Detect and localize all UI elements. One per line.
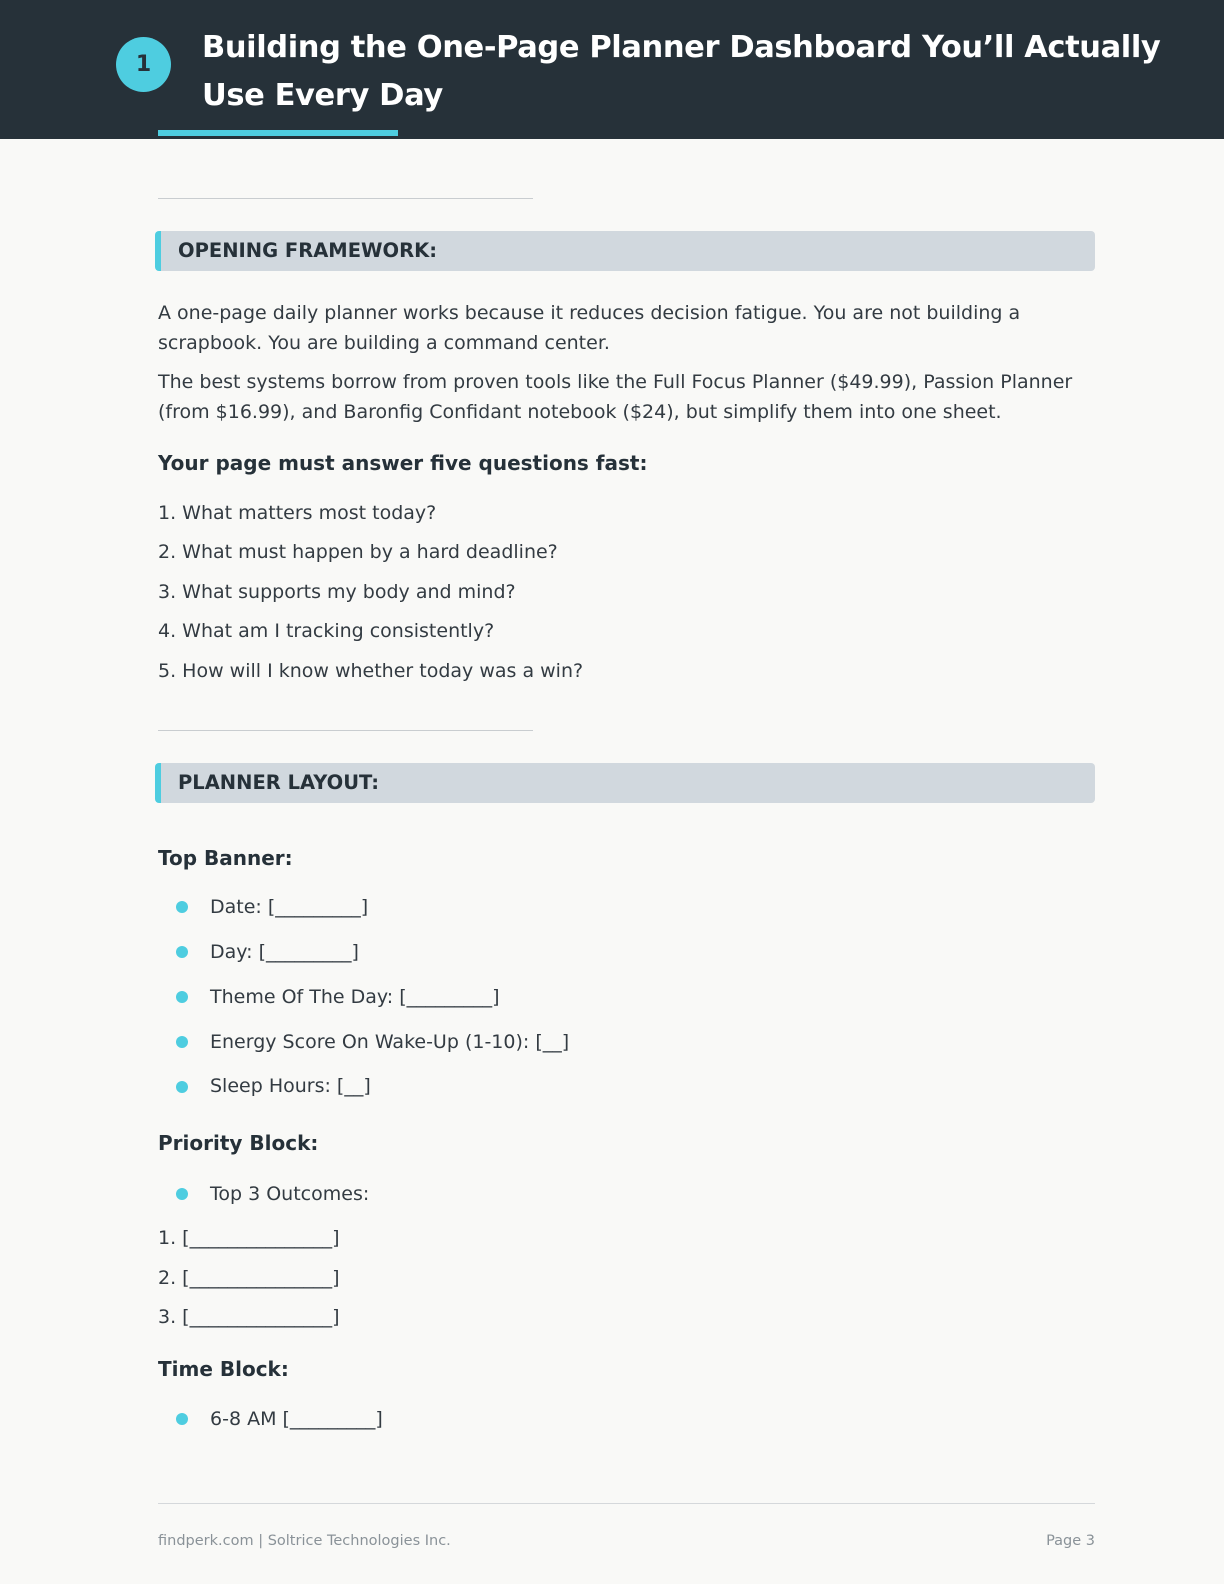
footer-divider: [158, 1503, 1095, 1504]
time-block-field: 6-8 AM [_________]: [210, 1408, 383, 1430]
questions-heading: Your page must answer five questions fast:: [158, 451, 648, 475]
question-item: 1. What matters most today?: [158, 502, 437, 524]
bullet-dot: [176, 991, 188, 1003]
chapter-number-badge: 1: [116, 37, 171, 92]
question-item: 4. What am I tracking consistently?: [158, 620, 495, 642]
section-divider: [158, 730, 533, 731]
section-heading-opening: [155, 231, 1095, 271]
section-heading-label: OPENING FRAMEWORK:: [178, 239, 438, 262]
chapter-title: Building the One-Page Planner Dashboard You’ll Actually Use Every Day: [202, 30, 1161, 113]
time-block-heading: Time Block:: [158, 1357, 289, 1381]
question-item: 2. What must happen by a hard deadline?: [158, 541, 558, 563]
top-banner-field: Energy Score On Wake-Up (1-10): [__]: [210, 1031, 570, 1053]
priority-outcome-line: 2. [_______________]: [158, 1267, 340, 1289]
bullet-dot: [176, 1413, 188, 1425]
top-banner-field: Date: [_________]: [210, 896, 369, 918]
header-accent-bar: [158, 130, 398, 136]
priority-block-heading: Priority Block:: [158, 1131, 319, 1155]
footer-source: findperk.com | Soltrice Technologies Inc.: [158, 1533, 451, 1549]
chapter-header: [0, 0, 1224, 139]
section-heading-layout: [155, 763, 1095, 803]
bullet-dot: [176, 946, 188, 958]
top-banner-heading: Top Banner:: [158, 846, 293, 870]
paragraph: A one-page daily planner works because it reduces decision fatigue. You are not building a scrapbook. You are building a command center.: [158, 302, 1021, 354]
top-banner-field: Theme Of The Day: [_________]: [210, 986, 500, 1008]
priority-outcome-line: 3. [_______________]: [158, 1306, 340, 1328]
question-item: 3. What supports my body and mind?: [158, 581, 516, 603]
bullet-dot: [176, 1036, 188, 1048]
bullet-dot: [176, 1188, 188, 1200]
top-banner-field: Sleep Hours: [__]: [210, 1075, 371, 1097]
bullet-dot: [176, 901, 188, 913]
priority-block-bullet: Top 3 Outcomes:: [210, 1183, 370, 1205]
section-heading-label: PLANNER LAYOUT:: [178, 771, 380, 794]
paragraph: The best systems borrow from proven tools like the Full Focus Planner ($49.99), Passion Planner (from $16.99), and Baronfig Confidant notebook ($24), but simplify them into one sheet.: [158, 371, 1073, 423]
top-banner-field: Day: [_________]: [210, 941, 359, 963]
page-number: Page 3: [1046, 1533, 1095, 1549]
section-divider: [158, 198, 533, 199]
bullet-dot: [176, 1081, 188, 1093]
question-item: 5. How will I know whether today was a win?: [158, 660, 584, 682]
priority-outcome-line: 1. [_______________]: [158, 1227, 340, 1249]
